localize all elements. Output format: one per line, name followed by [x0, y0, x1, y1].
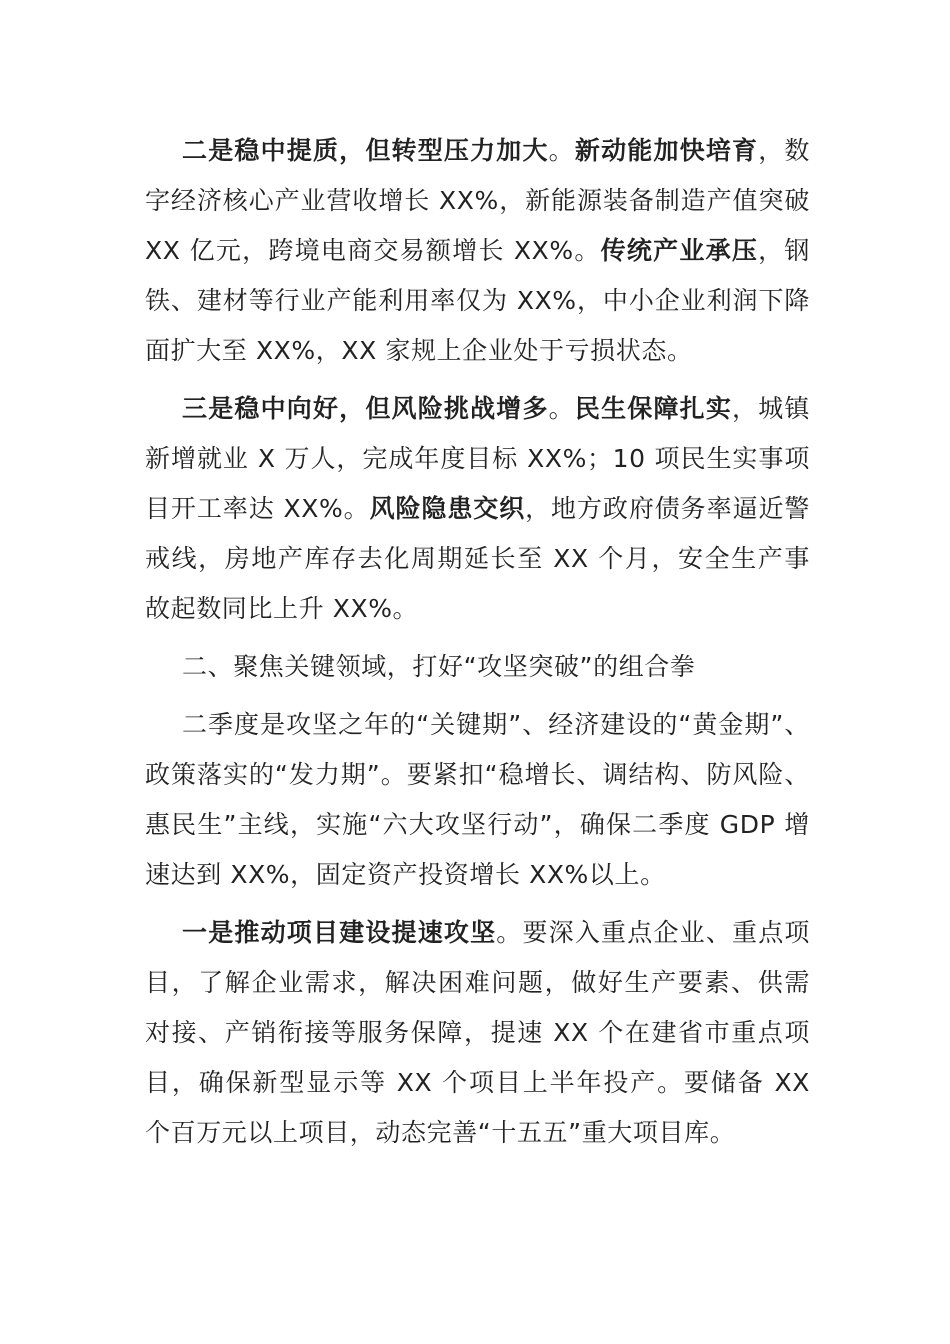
paragraph-subhead: 传统产业承压 — [600, 236, 759, 265]
paragraph-text: ，城镇新增就业 X 万人，完成年度目标 XX%；10 项民生实事项目开工率达 XX%。 — [145, 394, 810, 523]
paragraph-lead: 三是稳中向好，但风险挑战增多 — [182, 394, 549, 423]
paragraph-text: ，钢铁、建材等行业产能利用率仅为 XX%，中小企业利润下降面扩大至 XX%，XX 家规上企业处于亏损状态。 — [145, 236, 811, 365]
paragraph-subhead: 新动能加快培育 — [574, 136, 759, 165]
paragraph-text: ，地方政府债务率逼近警戒线，房地产库存去化周期延长至 XX 个月，安全生产事故起数同比上升 XX%。 — [145, 494, 810, 623]
paragraph-steady-quality — [145, 126, 810, 376]
paragraph-text: ，数字经济核心产业营收增长 XX%，新能源装备制造产值突破 XX 亿元，跨境电商交易额增长 XX%。 — [145, 136, 811, 265]
paragraph-project-construction — [145, 908, 810, 1158]
paragraph-text: 。 — [548, 136, 575, 165]
paragraph-intro: 二季度是攻坚之年的“关键期”、经济建设的“黄金期”、政策落实的“发力期”。要紧扣“稳增长、调结构、防风险、惠民生”主线，实施“六大攻坚行动”，确保二季度 GDP 增速达到 XX%，固定资产投资增长 XX%以上。 — [145, 710, 810, 889]
document-body — [145, 126, 810, 1166]
paragraph-text: 。要深入重点企业、重点项目，了解企业需求，解决困难问题，做好生产要素、供需对接、产销衔接等服务保障，提速 XX 个在建省市重点项目，确保新型显示等 XX 个项目上半年投产。要储备 XX 个百万元以上项目，动态完善“十五五”重大项目库。 — [145, 918, 810, 1147]
section-heading: 二、聚焦关键领域，打好“攻坚突破”的组合拳 — [182, 652, 696, 681]
paragraph-lead: 一是推动项目建设提速攻坚 — [182, 918, 497, 947]
paragraph-lead: 二是稳中提质，但转型压力加大 — [182, 136, 549, 165]
paragraph-subhead: 民生保障扎实 — [574, 394, 733, 423]
paragraph-steady-improvement — [145, 384, 810, 634]
paragraph-subhead: 风险隐患交织 — [369, 494, 526, 523]
paragraph-text: 。 — [548, 394, 575, 423]
